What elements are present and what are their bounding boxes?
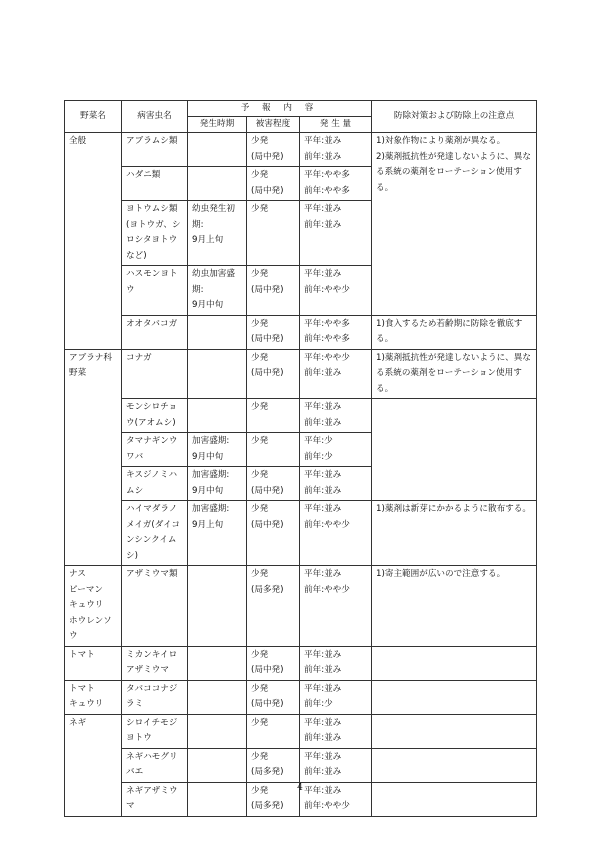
pest-cell: タマナギンウワバ	[122, 433, 188, 467]
damage-cell: 少発	[247, 433, 300, 467]
pest-cell: ミカンキイロアザミウマ	[122, 646, 188, 680]
pest-cell: シロイチモジヨトウ	[122, 714, 188, 748]
amount-cell: 平年:並み 前年:少	[300, 680, 372, 714]
period-cell	[188, 646, 247, 680]
notes-cell: 1)対象作物により薬剤が異なる。 2)薬剤抵抗性が発達しないように、異なる系統の薬剤をローテーション使用する。	[372, 133, 537, 316]
damage-cell: 少発	[247, 201, 300, 266]
amount-cell: 平年:並み 前年:並み	[300, 646, 372, 680]
vegetable-cell: アブラナ科野菜	[65, 349, 122, 566]
amount-cell: 平年:並み 前年:並み	[300, 467, 372, 501]
damage-cell: 少発 (局中発)	[247, 467, 300, 501]
vegetable-cell: ナス ピーマン キュウリ ホウレンソウ	[65, 566, 122, 647]
pest-cell: コナガ	[122, 349, 188, 399]
header-vegetable: 野菜名	[65, 101, 122, 133]
damage-cell: 少発 (局多発)	[247, 782, 300, 816]
pest-cell: ネギアザミウマ	[122, 782, 188, 816]
pest-cell: オオタバコガ	[122, 315, 188, 349]
vegetable-cell: トマト キュウリ	[65, 680, 122, 714]
period-cell	[188, 315, 247, 349]
damage-cell: 少発 (局中発)	[247, 315, 300, 349]
pest-cell: ハダニ類	[122, 167, 188, 201]
period-cell	[188, 167, 247, 201]
notes-cell: 1)食入するため若齢期に防除を徹底する。	[372, 315, 537, 349]
notes-cell: 1)薬剤抵抗性が発達しないように、異なる系統の薬剤をローテーション使用する。	[372, 349, 537, 399]
pest-cell: モンシロチョウ(アオムシ)	[122, 399, 188, 433]
damage-cell: 少発 (局中発)	[247, 501, 300, 566]
damage-cell: 少発 (局中発)	[247, 680, 300, 714]
damage-cell: 少発	[247, 714, 300, 748]
amount-cell: 平年:少 前年:少	[300, 433, 372, 467]
notes-cell	[372, 680, 537, 714]
damage-cell: 少発 (局多発)	[247, 748, 300, 782]
amount-cell: 平年:並み 前年:やや少	[300, 566, 372, 647]
period-cell: 加害盛期: 9月中旬	[188, 467, 247, 501]
vegetable-cell: 全般	[65, 133, 122, 350]
pest-cell: アザミウマ類	[122, 566, 188, 647]
amount-cell: 平年:やや多 前年:やや多	[300, 167, 372, 201]
period-cell: 加害盛期: 9月中旬	[188, 433, 247, 467]
period-cell	[188, 748, 247, 782]
damage-cell: 少発	[247, 399, 300, 433]
amount-cell: 平年:並み 前年:やや少	[300, 782, 372, 816]
header-damage: 被害程度	[247, 117, 300, 133]
amount-cell: 平年:並み 前年:並み	[300, 714, 372, 748]
damage-cell: 少発 (局中発)	[247, 266, 300, 316]
notes-cell: 1)薬剤は新芽にかかるように散布する。	[372, 501, 537, 566]
period-cell	[188, 133, 247, 167]
damage-cell: 少発 (局中発)	[247, 349, 300, 399]
notes-cell: 1)寄主範囲が広いので注意する。	[372, 566, 537, 647]
notes-cell	[372, 714, 537, 748]
period-cell: 幼虫発生初期: 9月上旬	[188, 201, 247, 266]
pest-cell: キスジノミハムシ	[122, 467, 188, 501]
header-notes: 防除対策および防除上の注意点	[372, 101, 537, 133]
amount-cell: 平年:並み 前年:やや少	[300, 501, 372, 566]
notes-cell	[372, 399, 537, 501]
period-cell: 幼虫加害盛期: 9月中旬	[188, 266, 247, 316]
period-cell: 加害盛期: 9月上旬	[188, 501, 247, 566]
damage-cell: 少発 (局中発)	[247, 646, 300, 680]
period-cell	[188, 714, 247, 748]
vegetable-cell: トマト	[65, 646, 122, 680]
period-cell	[188, 566, 247, 647]
pest-forecast-table	[64, 100, 537, 817]
period-cell	[188, 399, 247, 433]
pest-cell: ハイマダラノメイガ(ダイコンシンクイムシ)	[122, 501, 188, 566]
amount-cell: 平年:並み 前年:やや少	[300, 266, 372, 316]
header-period: 発生時期	[188, 117, 247, 133]
amount-cell: 平年:並み 前年:並み	[300, 133, 372, 167]
damage-cell: 少発 (局中発)	[247, 133, 300, 167]
period-cell	[188, 349, 247, 399]
amount-cell: 平年:やや少 前年:並み	[300, 349, 372, 399]
header-amount: 発 生 量	[300, 117, 372, 133]
pest-cell: タバココナジラミ	[122, 680, 188, 714]
vegetable-cell: ネギ	[65, 714, 122, 816]
damage-cell: 少発 (局中発)	[247, 167, 300, 201]
page-number: 4	[297, 783, 303, 793]
amount-cell: 平年:並み 前年:並み	[300, 201, 372, 266]
amount-cell: 平年:並み 前年:並み	[300, 748, 372, 782]
header-pest: 病害虫名	[122, 101, 188, 133]
damage-cell: 少発 (局多発)	[247, 566, 300, 647]
period-cell	[188, 680, 247, 714]
pest-cell: ハスモンヨトウ	[122, 266, 188, 316]
amount-cell: 平年:並み 前年:並み	[300, 399, 372, 433]
notes-cell	[372, 748, 537, 782]
pest-cell: アブラムシ類	[122, 133, 188, 167]
pest-cell: ヨトウムシ類 (ヨトウガ、シロシタヨトウなど)	[122, 201, 188, 266]
pest-cell: ネギハモグリバエ	[122, 748, 188, 782]
amount-cell: 平年:やや多 前年:やや多	[300, 315, 372, 349]
header-forecast: 予 報 内 容	[188, 101, 372, 117]
notes-cell	[372, 646, 537, 680]
